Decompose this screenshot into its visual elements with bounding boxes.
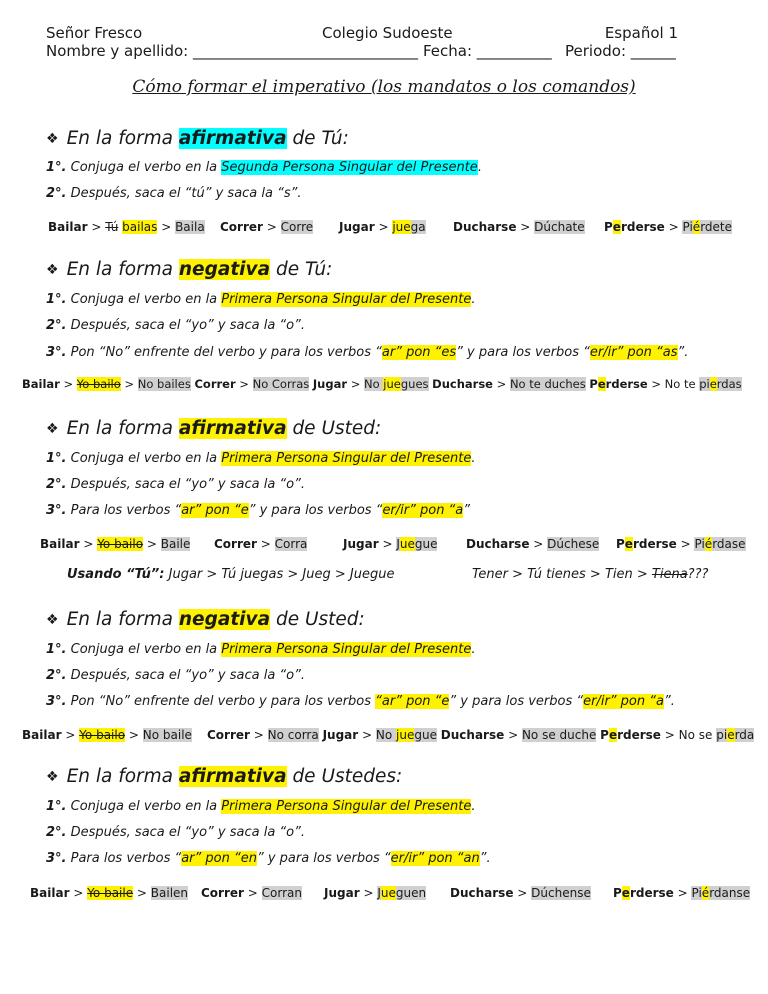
- teacher-name: Señor Fresco: [46, 24, 143, 42]
- step-line: 2°. Después, saca el “yo” y saca la “o”.: [46, 477, 305, 492]
- example-correr: Correr > Corre: [220, 220, 314, 234]
- example-row-negative-usted: Correr > No corra Jugar > No juegue Ducharse > No se duche Perderse > No se pierda: [207, 728, 755, 742]
- section-heading: ❖ En la forma afirmativa de Usted:: [46, 418, 382, 439]
- example-bailar: Bailar > Yo baile > Bailen: [30, 886, 189, 900]
- step-line: 3°. Pon “No” enfrente del verbo y para los verbos “ar” pon “es” y para los verbos “er/ir” pon “as”.: [46, 345, 689, 360]
- example-jugar: Jugar > Juegue: [343, 537, 438, 551]
- step-line: 1°. Conjuga el verbo en la Primera Persona Singular del Presente.: [46, 451, 476, 466]
- step-line: 2°. Después, saca el “yo” y saca la “o”.: [46, 825, 305, 840]
- example-jugar: Jugar > juega: [339, 220, 426, 234]
- step-line: 3°. Para los verbos “ar” pon “e” y para los verbos “er/ir” pon “a”: [46, 503, 471, 518]
- example-bailar: Bailar > Yo bailo > Baile: [40, 537, 191, 551]
- example-perderse: Perderse > Piérdase: [616, 537, 746, 551]
- example-row-negative-tu: Bailar > Yo bailo > No bailes Correr > No Corras Jugar > No juegues Ducharse > No te duches Perderse > No te pierdas: [22, 377, 742, 391]
- diamond-bullet-icon: ❖: [46, 131, 59, 147]
- step-line: 2°. Después, saca el “yo” y saca la “o”.: [46, 668, 305, 683]
- usando-tu-example: Usando “Tú”: Jugar > Tú juegas > Jueg > Juegue: [67, 567, 395, 582]
- step-line: 2°. Después, saca el “yo” y saca la “o”.: [46, 318, 305, 333]
- step-line: [46, 160, 482, 175]
- date-field[interactable]: Fecha: __________: [423, 42, 552, 60]
- step-line: 1°. Conjuga el verbo en la Primera Persona Singular del Presente.: [46, 799, 476, 814]
- example-ducharse: Ducharse > Dúchense: [450, 886, 591, 900]
- example-jugar: Jugar > Jueguen: [324, 886, 427, 900]
- example-ducharse: Ducharse > Dúchese: [466, 537, 600, 551]
- step-highlight: Segunda Persona Singular del Presente: [221, 160, 478, 175]
- example-perderse: Perderse > Piérdanse: [613, 886, 751, 900]
- diamond-bullet-icon: ❖: [46, 612, 59, 628]
- section-heading: ❖ En la forma afirmativa de Ustedes:: [46, 766, 403, 787]
- period-field[interactable]: Periodo: ______: [565, 42, 676, 60]
- example-bailar: Bailar > Tú bailas > Baila: [48, 220, 205, 234]
- section-heading: [46, 128, 349, 149]
- heading-text: de Tú:: [270, 259, 333, 280]
- step-line: 3°. Para los verbos “ar” pon “en” y para los verbos “er/ir” pon “an”.: [46, 851, 491, 866]
- heading-text: En la forma: [66, 128, 179, 149]
- section-heading: ❖ En la forma negativa de Usted:: [46, 609, 365, 630]
- heading-text: de Tú:: [286, 128, 349, 149]
- course-name: Español 1: [604, 24, 678, 42]
- step-number: 1°.: [46, 160, 67, 175]
- school-name: Colegio Sudoeste: [322, 24, 453, 42]
- example-perderse: Perderse > Piérdete: [604, 220, 732, 234]
- step-line: 1°. Conjuga el verbo en la Primera Persona Singular del Presente.: [46, 642, 476, 657]
- step-line: [46, 186, 302, 201]
- diamond-bullet-icon: ❖: [46, 769, 59, 785]
- step-text: Después, saca el “tú” y saca la “s”.: [66, 186, 302, 201]
- example-bailar: Bailar > Yo bailo > No baile: [22, 728, 192, 742]
- step-text: .: [477, 160, 482, 175]
- heading-text: En la forma: [66, 259, 179, 280]
- section-heading: [46, 259, 332, 280]
- example-ducharse: Ducharse > Dúchate: [453, 220, 585, 234]
- step-line: 3°. Pon “No” enfrente del verbo y para los verbos “ar” pon “e” y para los verbos “er/ir” pon “a”.: [46, 694, 675, 709]
- step-line: 1°. Conjuga el verbo en la Primera Persona Singular del Presente.: [46, 292, 476, 307]
- page-title: Cómo formar el imperativo (los mandatos o los comandos): [132, 77, 636, 97]
- tener-example: Tener > Tú tienes > Tien > Tiena???: [472, 567, 709, 582]
- example-correr: Correr > Corra: [214, 537, 308, 551]
- step-text: Conjuga el verbo en la: [66, 160, 222, 175]
- heading-keyword: negativa: [178, 259, 271, 280]
- heading-keyword: afirmativa: [178, 128, 287, 149]
- diamond-bullet-icon: ❖: [46, 262, 59, 278]
- name-field[interactable]: Nombre y apellido: ______________________________: [46, 42, 418, 60]
- diamond-bullet-icon: ❖: [46, 421, 59, 437]
- example-correr: Correr > Corran: [201, 886, 302, 900]
- step-number: 2°.: [46, 186, 67, 201]
